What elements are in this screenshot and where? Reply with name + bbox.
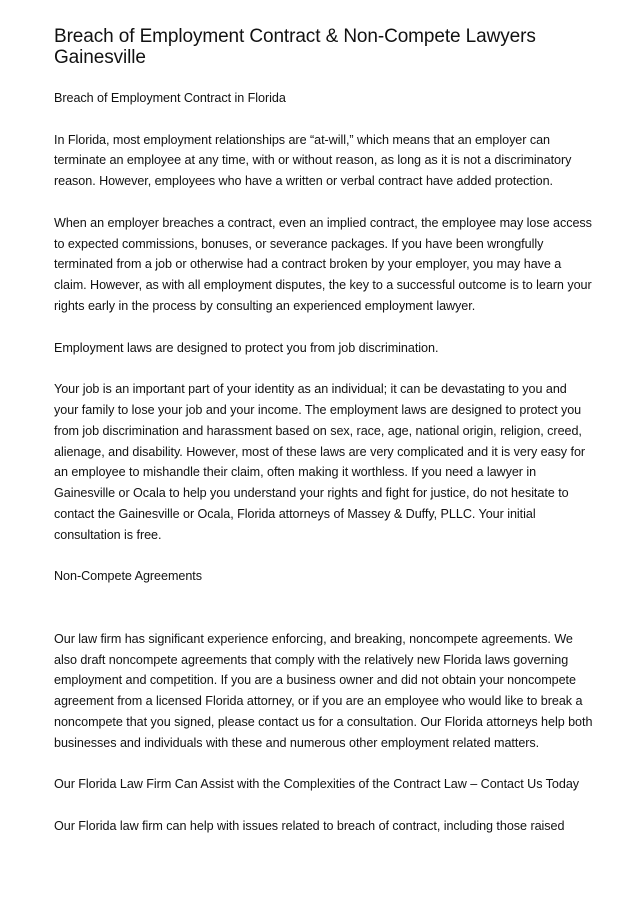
paragraph-law-firm-help: Our Florida law firm can help with issues related to breach of contract, including those raised bbox=[54, 818, 565, 833]
document-title: Breach of Employment Contract & Non-Compete Lawyers Gainesville bbox=[54, 26, 536, 68]
spacer bbox=[54, 68, 594, 88]
spacer bbox=[54, 109, 594, 130]
spacer bbox=[54, 317, 594, 338]
spacer bbox=[54, 546, 594, 567]
spacer bbox=[54, 587, 594, 629]
spacer bbox=[54, 358, 594, 379]
document-body bbox=[54, 88, 594, 837]
section-heading-discrimination: Employment laws are designed to protect you from job discrimination. bbox=[54, 340, 439, 355]
section-heading-noncompete: Non-Compete Agreements bbox=[54, 569, 203, 584]
paragraph-at-will: In Florida, most employment relationships are “at-will,” which means that an employer can terminate an employee at any time, with or without reason, as long as it is not a discriminatory reason. However, employees who have a written or verbal contract have added protection. bbox=[54, 132, 572, 189]
section-heading-breach: Breach of Employment Contract in Florida bbox=[54, 91, 286, 105]
paragraph-employer-breach: When an employer breaches a contract, even an implied contract, the employee may lose access to expected commissions, bonuses, or severance packages. If you have been wrongfully terminated from a job or otherwise had a contract broken by your employer, you may have a claim. However, as with all employment disputes, the key to a successful outcome is to learn your rights early in the process by consulting an experienced employment lawyer. bbox=[54, 215, 592, 313]
section-heading-contact: Our Florida Law Firm Can Assist with the Complexities of the Contract Law – Contact Us Today bbox=[54, 777, 580, 792]
spacer bbox=[54, 754, 594, 775]
paragraph-your-job: Your job is an important part of your identity as an individual; it can be devastating to you and your family to lose your job and your income. The employment laws are designed to protect you from job discrimination and harassment based on sex, race, age, national origin, religion, creed, alienage, and disability. However, most of these laws are very complicated and it is very easy for an employee to mishandle their claim, often making it worthless. If you need a lawyer in Gainesville or Ocala to help you understand your rights and fight for justice, do not hesitate to contact the Gainesville or Ocala, Florida attorneys of Massey & Duffy, PLLC. Your initial consultation is free. bbox=[54, 382, 586, 542]
paragraph-noncompete: Our law firm has significant experience enforcing, and breaking, noncompete agreements. We also draft noncompete agreements that comply with the relatively new Florida laws governing employment and competition. If you are a business owner and did not obtain your noncompete agreement from a licensed Florida attorney, or if you are an employee who would like to break a noncompete that you signed, please contact us for a consultation. Our Florida attorneys help both businesses and individuals with these and numerous other employment related matters. bbox=[54, 631, 593, 750]
spacer bbox=[54, 795, 594, 816]
spacer bbox=[54, 192, 594, 213]
document-page bbox=[54, 26, 594, 837]
